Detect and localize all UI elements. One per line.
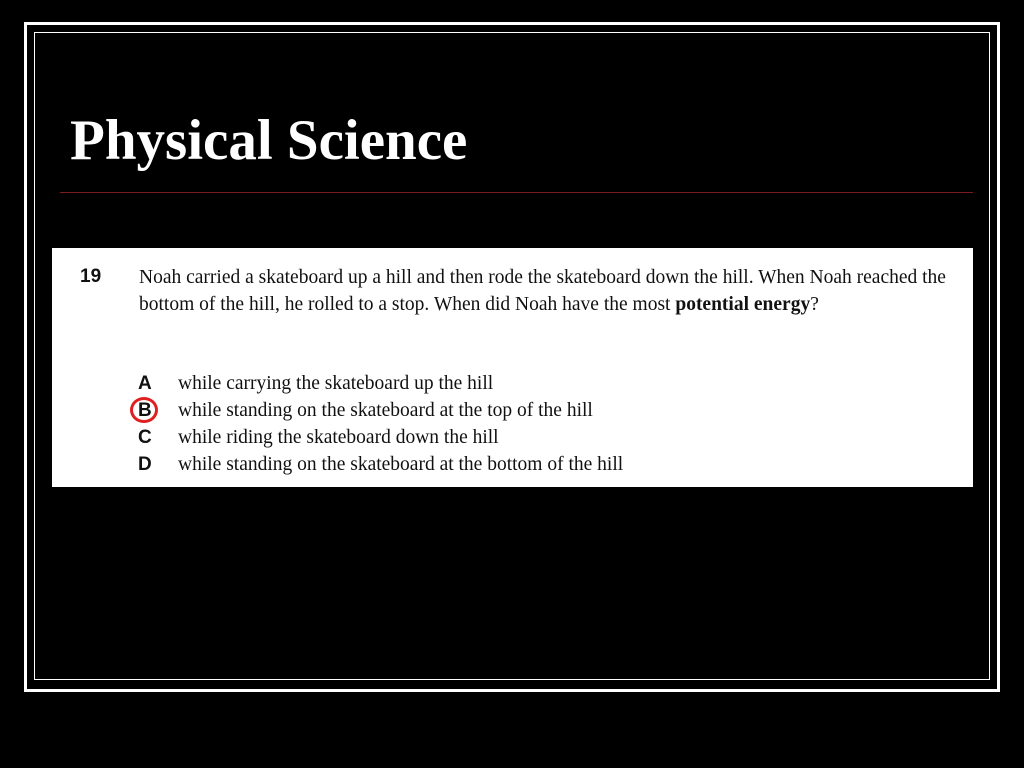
choice-text: while standing on the skateboard at the bottom of the hill — [178, 453, 624, 475]
choice-text: while standing on the skateboard at the top of the hill — [178, 399, 593, 421]
question-text-bold: potential energy — [675, 294, 811, 315]
question-text-end: ? — [810, 294, 819, 315]
choice-d — [138, 451, 958, 478]
answer-circle-icon — [130, 397, 158, 423]
choice-b — [138, 397, 958, 424]
choice-letter: D — [138, 453, 152, 475]
choice-letter: C — [138, 426, 152, 448]
question-text — [139, 264, 959, 318]
choice-a — [138, 370, 958, 397]
choice-letter: B — [138, 399, 152, 421]
choice-letter-wrapper — [138, 400, 178, 422]
answer-choices — [138, 370, 958, 478]
question-number: 19 — [80, 266, 102, 287]
slide-title: Physical Science — [70, 109, 468, 172]
title-divider — [60, 192, 973, 193]
choice-text: while carrying the skateboard up the hill — [178, 372, 494, 394]
question-text-start: Noah carried a skateboard up a hill and then rode the skateboard down the hill. When Noah reached the bottom of the hill, he rolled to a stop. When did Noah have the most — [139, 267, 946, 315]
question-panel — [52, 248, 973, 487]
choice-letter: A — [138, 372, 152, 394]
choice-c — [138, 424, 958, 451]
choice-text: while riding the skateboard down the hill — [178, 426, 499, 448]
